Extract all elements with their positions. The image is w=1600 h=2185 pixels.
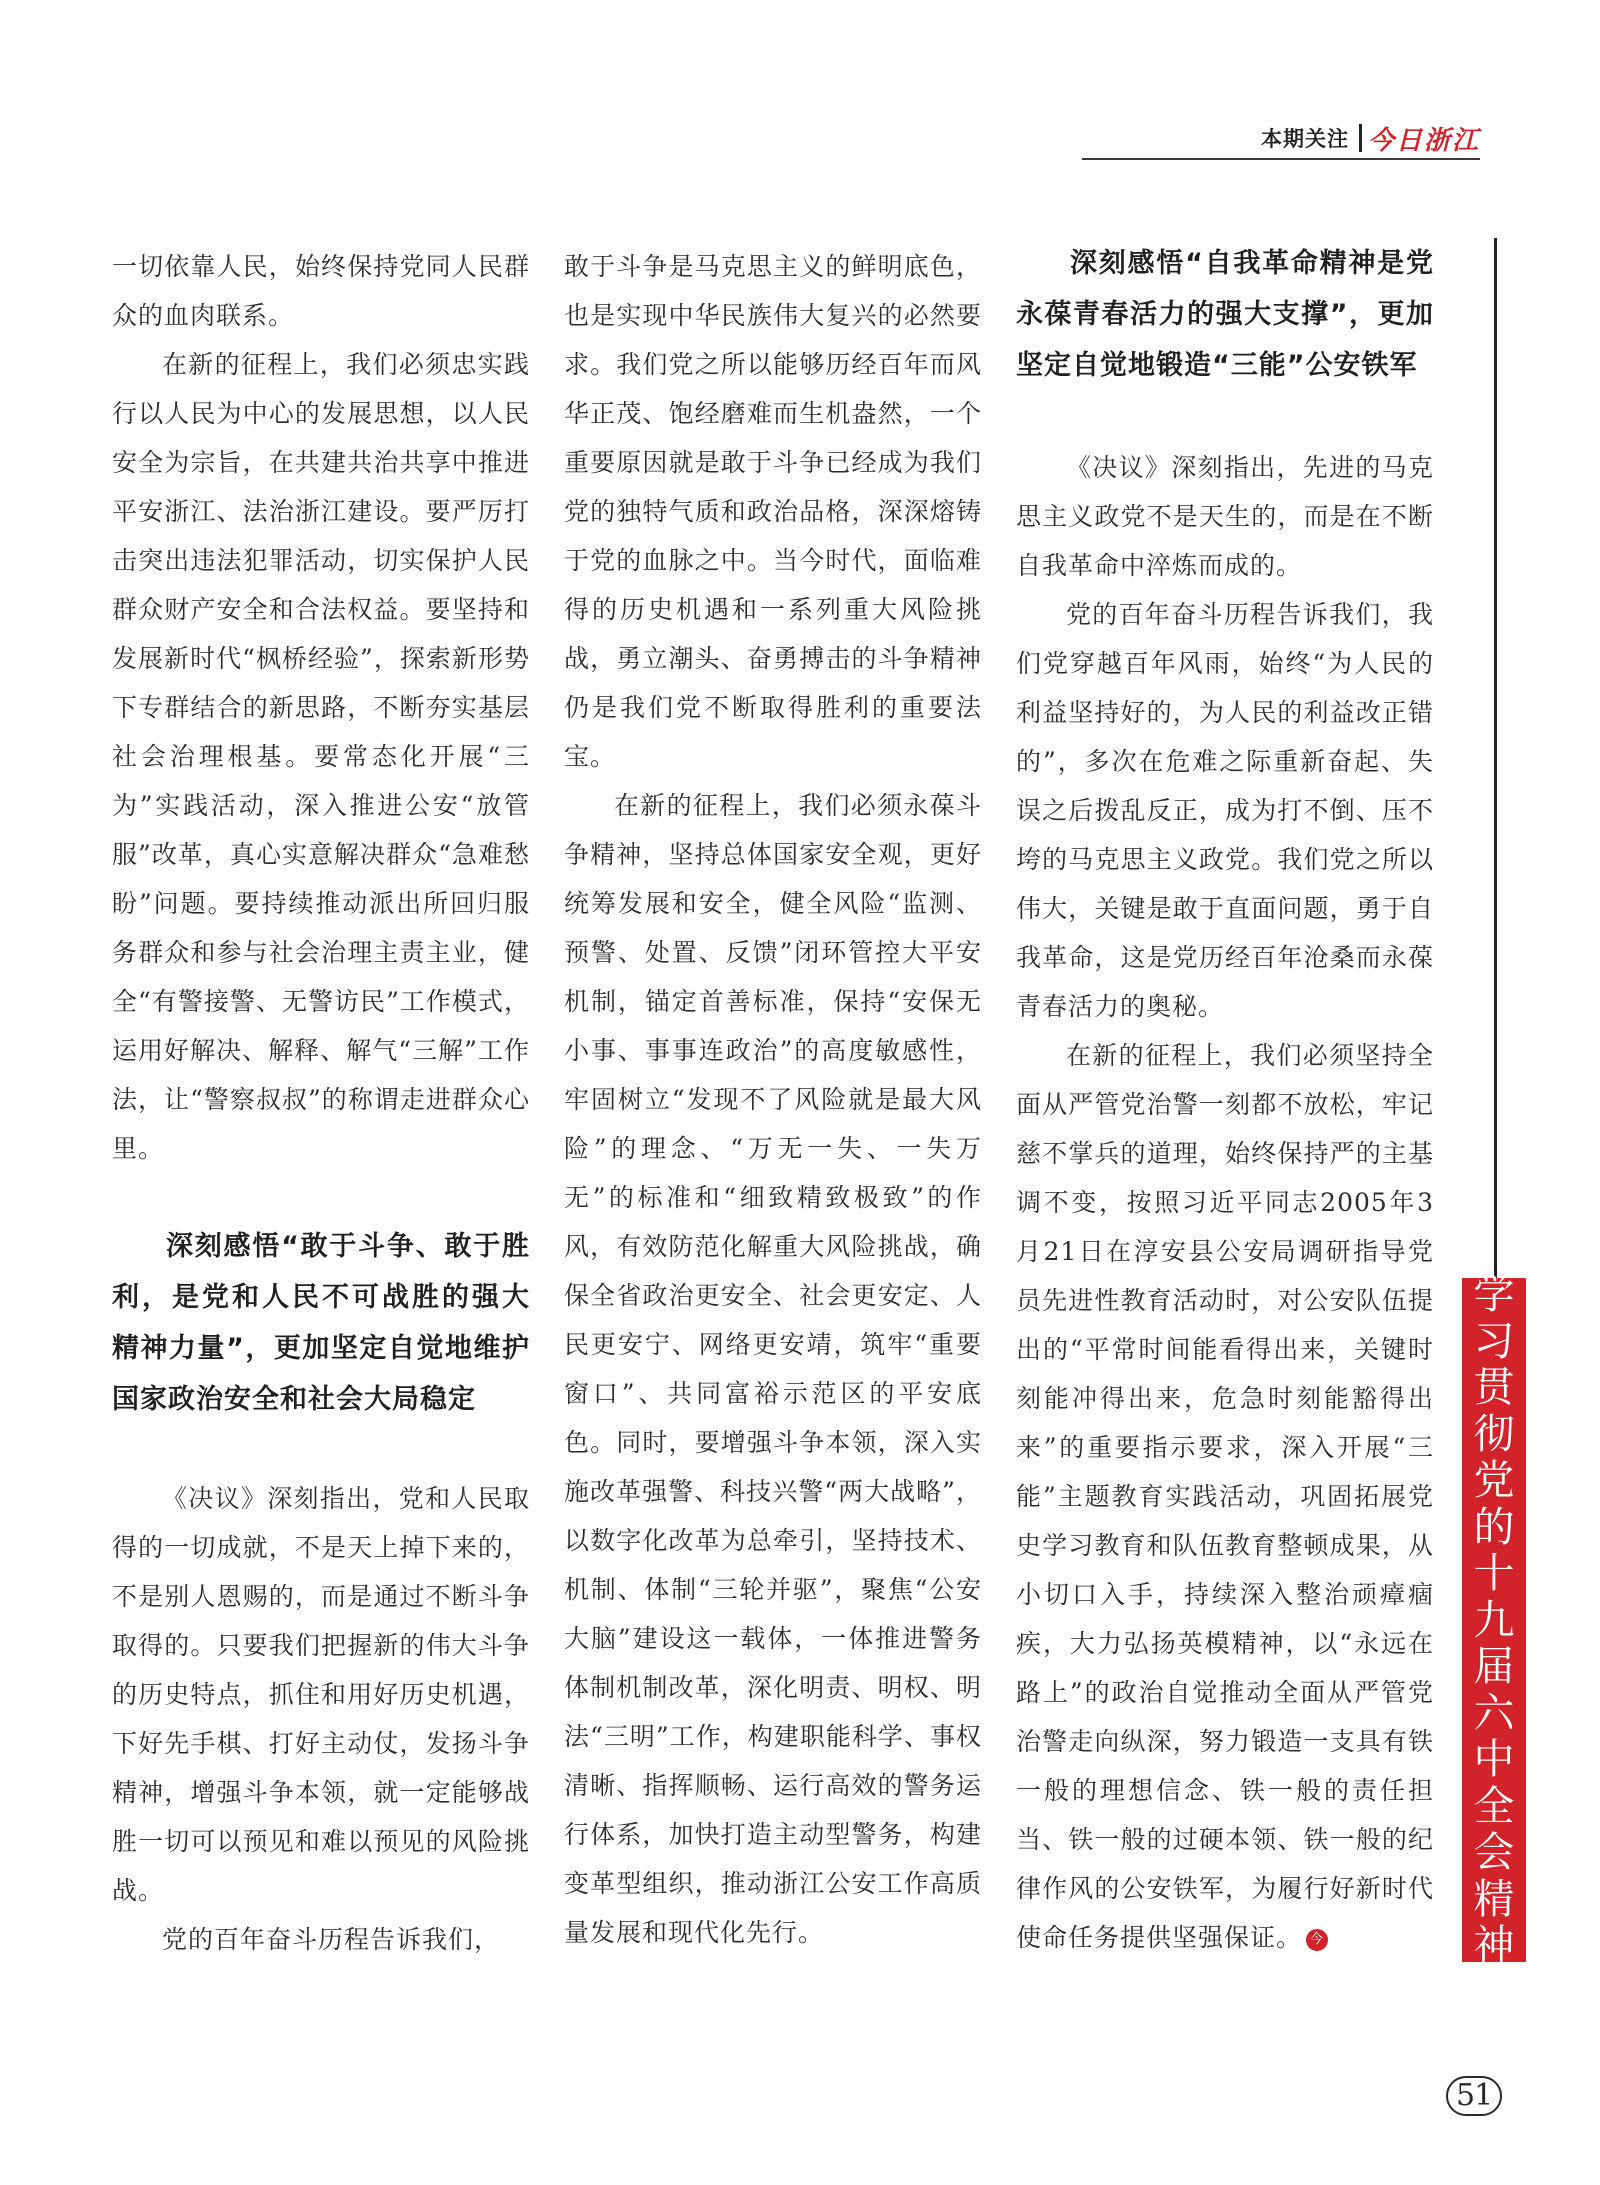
banner-char: 会 (1473, 1828, 1515, 1877)
banner-char: 神 (1473, 1921, 1515, 1970)
column-divider (1494, 238, 1497, 1278)
magazine-logo: 今日浙江 (1367, 125, 1480, 156)
section-heading: 深刻感悟“敢于斗争、敢于胜利，是党和人民不可战胜的强大精神力量”，更加坚定自觉地维护国家政治安全和社会大局稳定 (112, 1231, 530, 1415)
paragraph: 一切依靠人民，始终保持党同人民群众的血肉联系。 (112, 252, 530, 330)
paragraph: 党的百年奋斗历程告诉我们， (162, 1925, 501, 1954)
paragraph: 敢于斗争是马克思主义的鲜明底色，也是实现中华民族伟大复兴的必然要求。我们党之所以能够历经百年而风华正茂、饱经磨难而生机盎然，一个重要原因就是敢于斗争已经成为我们党的独特气质和政治品格，深深熔铸于党的血脉之中。当今时代，面临难得的历史机遇和一系列重大风险挑战，勇立潮头、奋勇搏击的斗争精神仍是我们党不断取得胜利的重要法宝。 (564, 252, 982, 771)
text-column-2 (564, 242, 982, 1957)
banner-char: 九 (1473, 1595, 1515, 1644)
side-banner (1462, 1270, 1526, 1970)
text-column-1 (112, 242, 530, 1964)
paragraph-text: 在新的征程上，我们必须坚持全面从严管党治警一刻都不放松，牢记慈不掌兵的道理，始终保持严的主基调不变，按照习近平同志2005年3月21日在淳安县公安局调研指导党员先进性教育活动时，对公安队伍提出的“平常时间能看得出来，关键时刻能冲得出来，危急时刻能豁得出来”的重要指示要求，深入开展“三能”主题教育实践活动，巩固拓展党史学习教育和队伍教育整顿成果，从小切口入手，持续深入整治顽瘴痼疾，大力弘扬英模精神，以“永远在路上”的政治自觉推动全面从严管党治警走向纵深，努力锻造一支具有铁一般的理想信念、铁一般的责任担当、铁一般的过硬本领、铁一般的纪律作风的公安铁军，为履行好新时代使命任务提供坚强保证。 (1016, 1041, 1434, 1952)
banner-char: 中 (1473, 1735, 1515, 1784)
end-mark-icon: 今 (1306, 1929, 1328, 1951)
banner-char: 六 (1473, 1688, 1515, 1737)
header-rule (1082, 158, 1480, 160)
banner-char: 届 (1473, 1642, 1515, 1691)
banner-char: 贯 (1473, 1363, 1515, 1412)
paragraph-final (1016, 1031, 1434, 1962)
paragraph: 在新的征程上，我们必须永葆斗争精神，坚持总体国家安全观，更好统筹发展和安全，健全风险“监测、预警、处置、反馈”闭环管控大平安机制，锚定首善标准，保持“安保无小事、事事连政治”的高度敏感性，牢固树立“发现不了风险就是最大风险”的理念、“万无一失、一失万无”的标准和“细致精致极致”的作风，有效防范化解重大风险挑战，确保全省政治更安全、社会更安定、人民更安宁、网络更安靖，筑牢“重要窗口”、共同富裕示范区的平安底色。同时，要增强斗争本领，深入实施改革强警、科技兴警“两大战略”，以数字化改革为总牵引，坚持技术、机制、体制“三轮并驱”，聚焦“公安大脑”建设这一载体，一体推进警务体制机制改革，深化明责、明权、明法“三明”工作，构建职能科学、事权清晰、指挥顺畅、运行高效的警务运行体系，加快打造主动型警务，构建变革型组织，推动浙江公安工作高质量发展和现代化先行。 (564, 791, 982, 1947)
paragraph: 在新的征程上，我们必须忠实践行以人民为中心的发展思想，以人民安全为宗旨，在共建共治共享中推进平安浙江、法治浙江建设。要严厉打击突出违法犯罪活动，切实保护人民群众财产安全和合法权益。要坚持和发展新时代“枫桥经验”，探索新形势下专群结合的新思路，不断夯实基层社会治理根基。要常态化开展“三为”实践活动，深入推进公安“放管服”改革，真心实意解决群众“急难愁盼”问题。要持续推动派出所回归服务群众和参与社会治理主责主业，健全“有警接警、无警访民”工作模式，运用好解决、解释、解气“三解”工作法，让“警察叔叔”的称谓走进群众心里。 (112, 350, 530, 1163)
banner-char: 学 (1473, 1270, 1515, 1319)
banner-char: 习 (1473, 1316, 1515, 1365)
header-divider (1359, 124, 1362, 152)
banner-char: 的 (1473, 1502, 1515, 1551)
section-name: 本期关注 (1260, 127, 1349, 151)
text-column-3 (1016, 242, 1434, 1962)
banner-char: 彻 (1473, 1409, 1515, 1458)
banner-char: 十 (1473, 1549, 1515, 1598)
page-number: 51 (1446, 2076, 1502, 2116)
banner-char: 全 (1473, 1781, 1515, 1830)
paragraph: 《决议》深刻指出，党和人民取得的一切成就，不是天上掉下来的，不是别人恩赐的，而是通过不断斗争取得的。只要我们把握新的伟大斗争的历史特点，抓住和用好历史机遇，下好先手棋、打好主动仗，发扬斗争精神，增强斗争本领，就一定能够战胜一切可以预见和难以预见的风险挑战。 (112, 1484, 530, 1905)
paragraph: 党的百年奋斗历程告诉我们，我们党穿越百年风雨，始终“为人民的利益坚持好的，为人民的利益改正错的”，多次在危难之际重新奋起、失误之后拨乱反正，成为打不倒、压不垮的马克思主义政党。我们党之所以伟大，关键是敢于直面问题，勇于自我革命，这是党历经百年沧桑而永葆青春活力的奥秘。 (1016, 600, 1434, 1021)
banner-char: 精 (1473, 1874, 1515, 1923)
page-header (1082, 118, 1480, 158)
banner-char: 党 (1473, 1456, 1515, 1505)
paragraph: 《决议》深刻指出，先进的马克思主义政党不是天生的，而是在不断自我革命中淬炼而成的。 (1016, 453, 1434, 580)
section-heading: 深刻感悟“自我革命精神是党永葆青春活力的强大支撑”，更加坚定自觉地锻造“三能”公安铁军 (1016, 248, 1434, 381)
